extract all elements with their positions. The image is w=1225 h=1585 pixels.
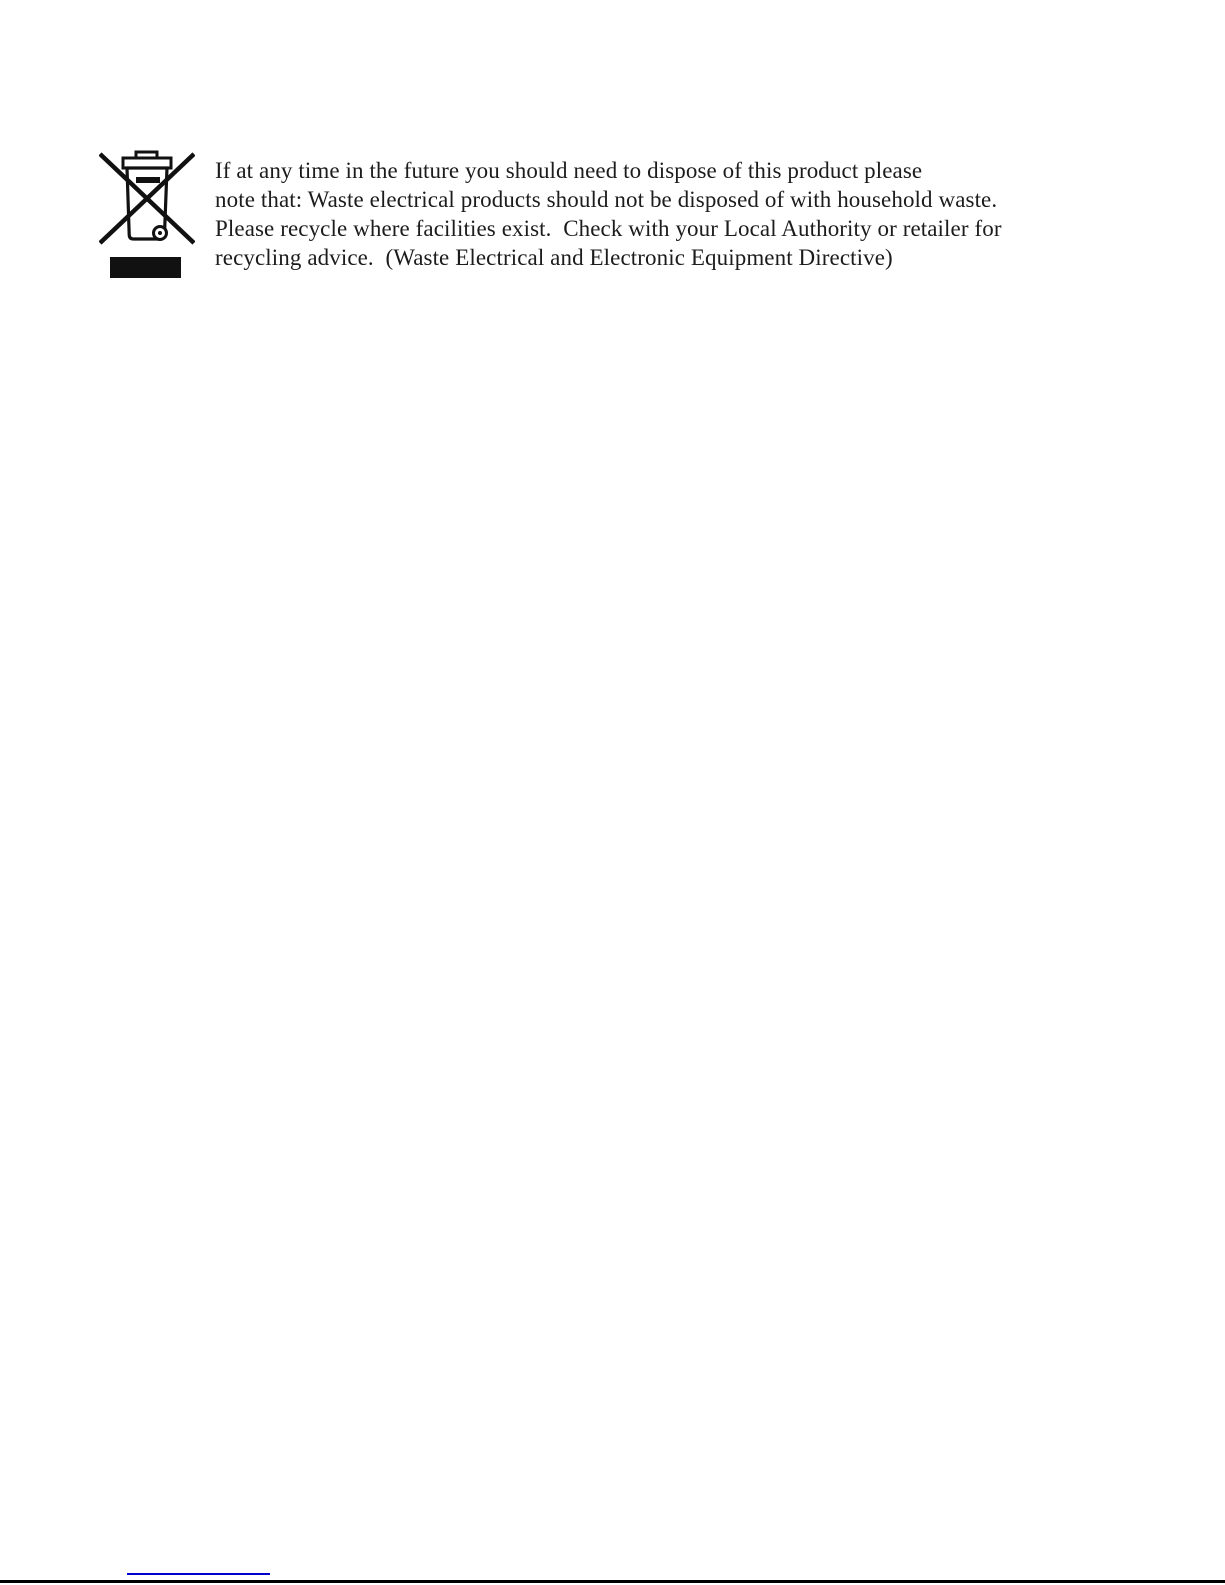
weee-notice-line: If at any time in the future you should need to dispose of this product please	[215, 158, 923, 183]
footer-link-underline[interactable]	[127, 1573, 270, 1575]
weee-notice-line: note that: Waste electrical products should not be disposed of with household waste.	[215, 187, 998, 212]
weee-crossed-out-bin-icon	[99, 150, 195, 278]
weee-notice-line: recycling advice. (Waste Electrical and Electronic Equipment Directive)	[215, 245, 893, 270]
page-bottom-border	[0, 1580, 1225, 1583]
weee-bar	[110, 257, 181, 278]
weee-notice-text	[215, 156, 1075, 272]
weee-notice-line: Please recycle where facilities exist. Check with your Local Authority or retailer for	[215, 216, 1002, 241]
